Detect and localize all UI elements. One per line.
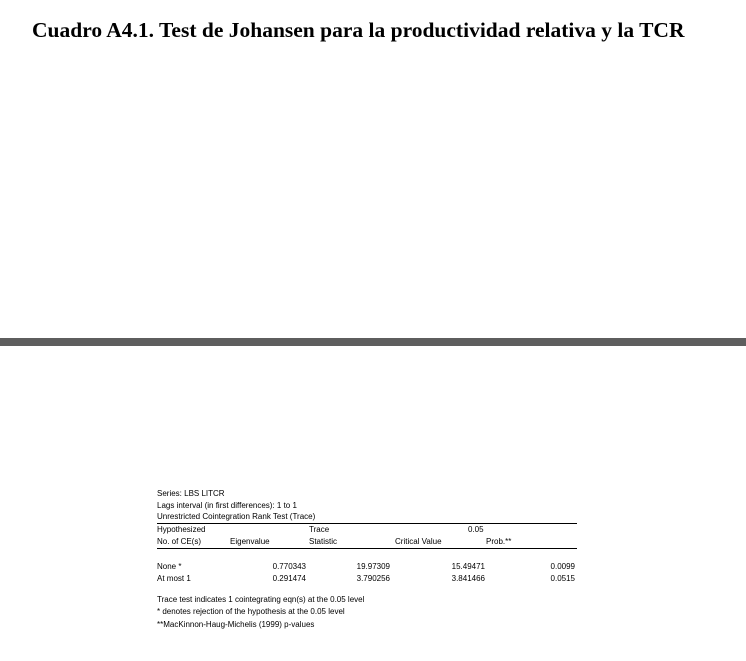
header-statistic: Statistic	[309, 536, 338, 546]
header-eigenvalue: Eigenvalue	[230, 536, 270, 546]
row-statistic: 3.790256	[356, 573, 390, 583]
note-pvalues: **MacKinnon-Haug-Michelis (1999) p-values	[157, 619, 315, 629]
header-no-ce: No. of CE(s)	[157, 536, 202, 546]
header-row-1	[157, 524, 577, 536]
header-row-2	[157, 536, 577, 548]
row-prob: 0.0515	[550, 573, 575, 583]
header-trace: Trace	[309, 524, 330, 534]
row-eigenvalue: 0.770343	[272, 561, 306, 571]
page-divider	[0, 338, 746, 346]
row-label: None *	[157, 561, 182, 571]
lags-line: Lags interval (in first differences): 1 to 1	[157, 500, 297, 510]
test-title: Unrestricted Cointegration Rank Test (Trace)	[157, 512, 316, 521]
header-prob: Prob.**	[486, 536, 512, 546]
header-alpha: 0.05	[468, 524, 484, 534]
row-statistic: 19.97309	[356, 561, 390, 571]
page-title: Cuadro A4.1. Test de Johansen para la productividad relativa y la TCR	[32, 18, 685, 42]
table-row	[157, 573, 577, 585]
row-label: At most 1	[157, 573, 191, 583]
row-critical-value: 15.49471	[451, 561, 485, 571]
row-prob: 0.0099	[550, 561, 575, 571]
note-rejection: * denotes rejection of the hypothesis at the 0.05 level	[157, 607, 345, 616]
row-critical-value: 3.841466	[451, 573, 485, 583]
series-line: Series: LBS LITCR	[157, 489, 225, 498]
johansen-test-table	[157, 488, 577, 631]
table-notes	[157, 594, 577, 632]
table-row	[157, 561, 577, 573]
header-hypothesized: Hypothesized	[157, 524, 206, 534]
header-critical-value: Critical Value	[395, 536, 442, 546]
note-trace-result: Trace test indicates 1 cointegrating eqn(s) at the 0.05 level	[157, 594, 365, 604]
row-eigenvalue: 0.291474	[272, 573, 306, 583]
